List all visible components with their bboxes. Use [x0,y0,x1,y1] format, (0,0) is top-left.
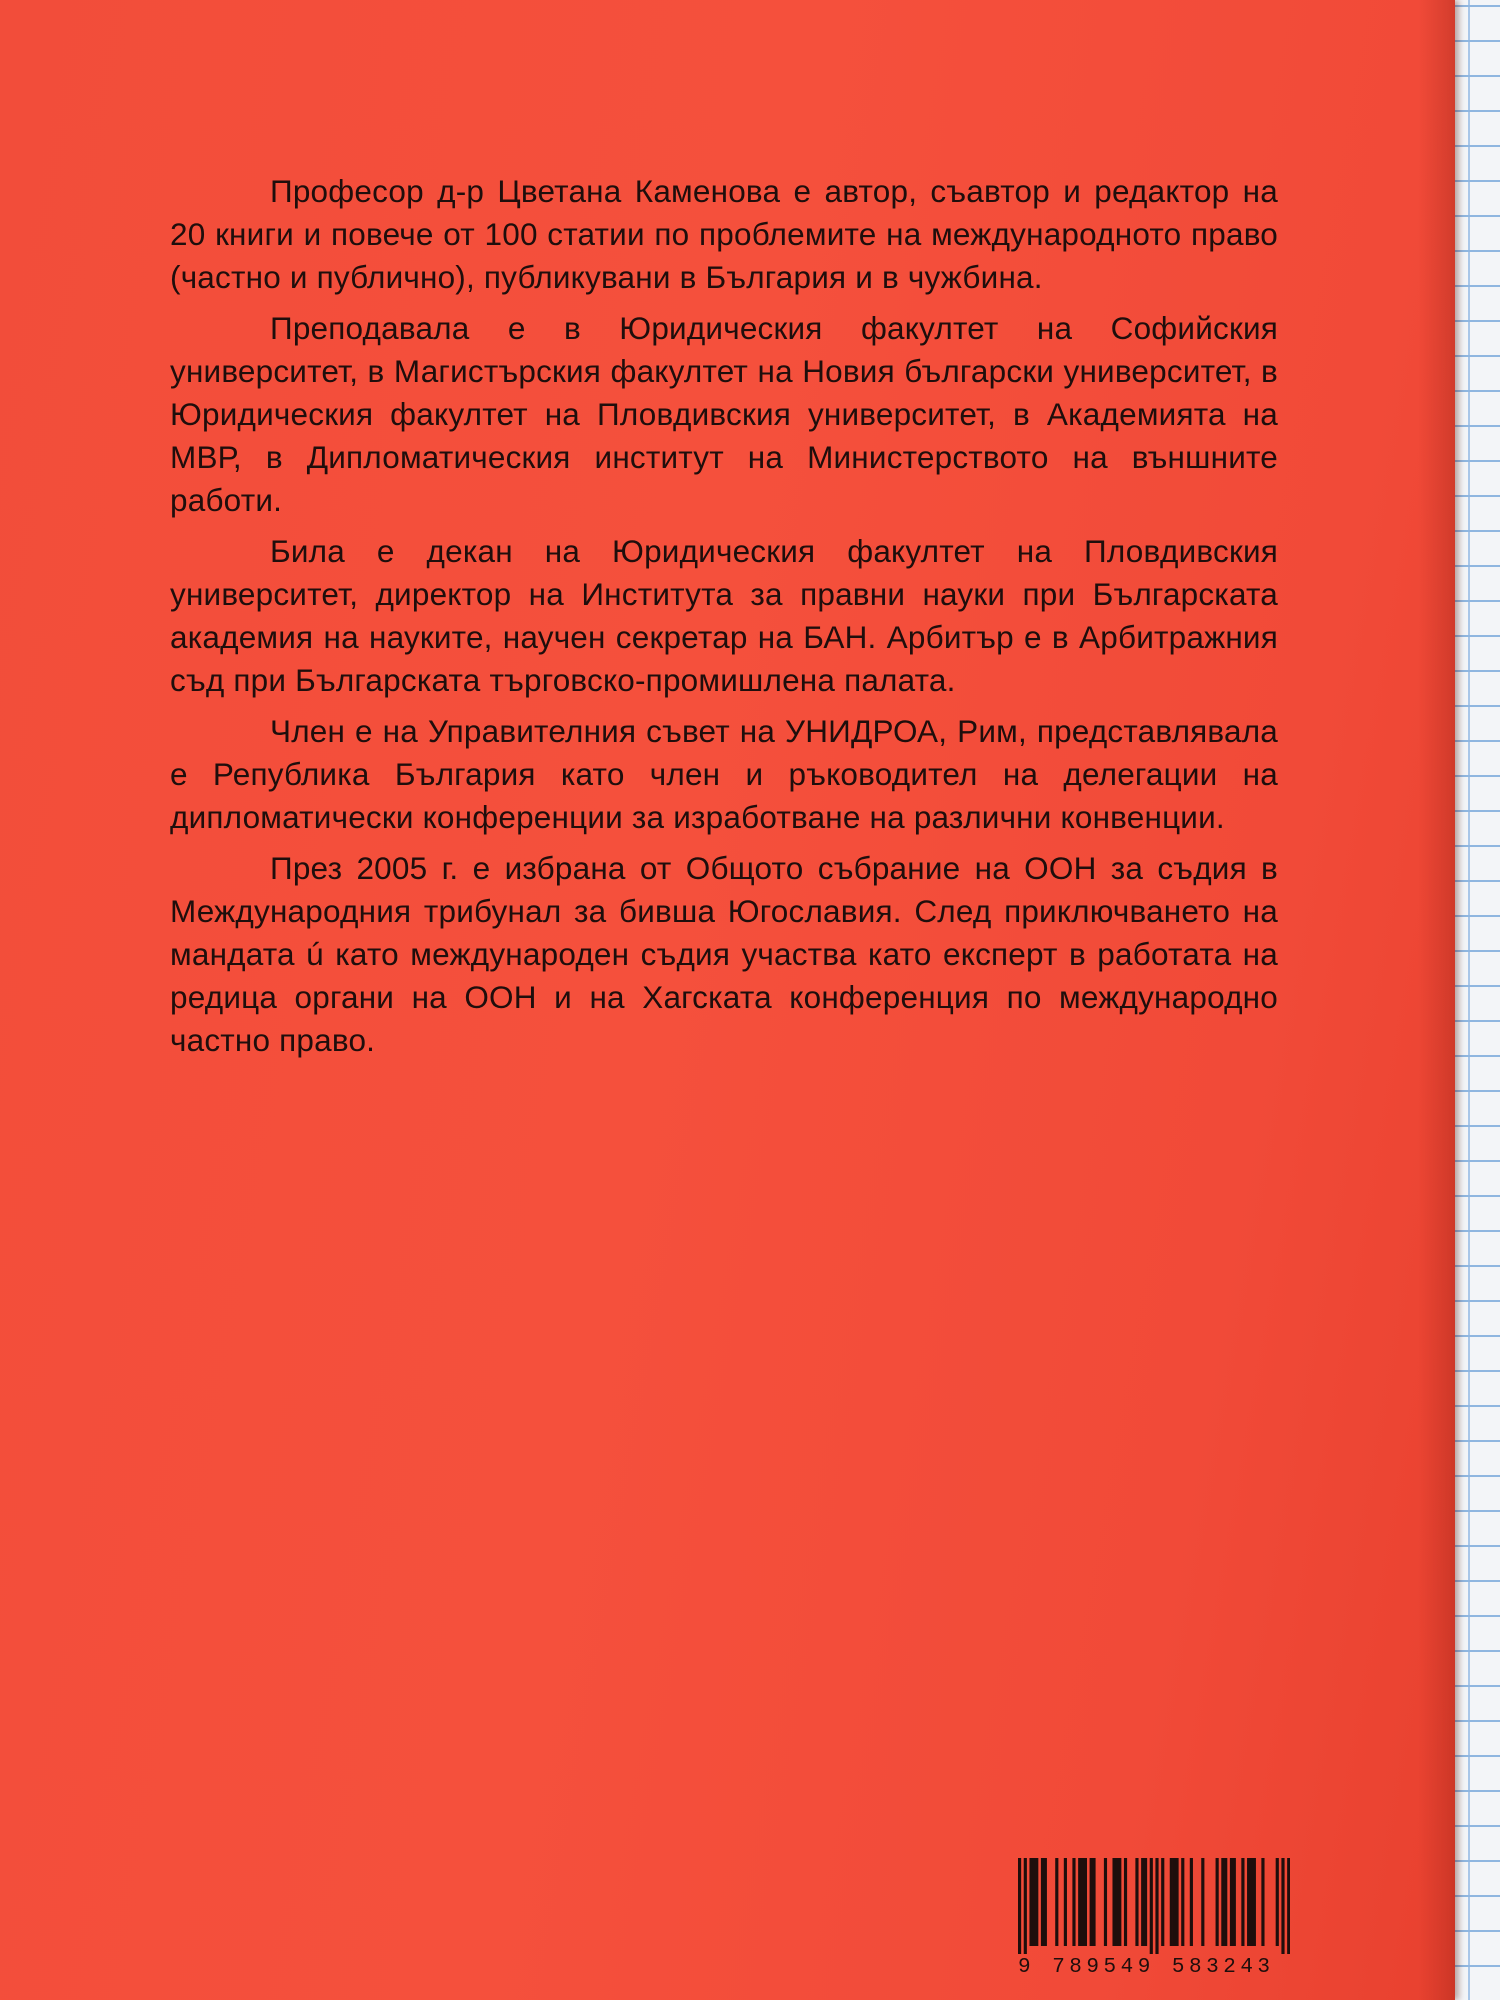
cover-edge-shadow [1418,0,1455,2000]
barcode-bar [1221,1858,1224,1946]
barcode-bar [1024,1858,1027,1954]
barcode-bar [1141,1858,1144,1946]
barcode-bar [1155,1858,1158,1954]
barcode-bar [1018,1858,1021,1954]
author-biography [170,170,1278,1070]
barcode-bar [1029,1858,1032,1946]
barcode-bar [1253,1858,1256,1946]
barcode-bars [1018,1858,1290,1954]
barcode-bar [1216,1858,1219,1946]
barcode-bar [1233,1858,1236,1946]
barcode-bar [1055,1858,1058,1946]
barcode-number: 9 789549 583243 [1018,1956,1275,1979]
barcode-bar [1276,1858,1279,1946]
barcode-bar [1173,1858,1176,1946]
barcode-bar [1124,1858,1127,1946]
barcode-bar [1104,1858,1107,1946]
bio-paragraph-2: Преподавала е в Юридическия факултет на Софийския университет, в Магистърския факултет на Новия български университет, в Юридическия факултет на Пловдивския университет, в Академията на МВР, в Дипломатическия институт на Министерството на външните работи. [170,310,1278,518]
isbn-barcode [1018,1858,1290,1982]
barcode-bar [1150,1858,1153,1954]
barcode-bar [1250,1858,1253,1946]
barcode-bar [1241,1858,1244,1946]
barcode-bar [1161,1858,1164,1946]
barcode-bar [1072,1858,1075,1946]
barcode-bar [1115,1858,1118,1946]
barcode-bar [1092,1858,1095,1946]
barcode-bar [1190,1858,1193,1946]
barcode-bar [1170,1858,1173,1946]
barcode-bar [1287,1858,1290,1954]
barcode-bar [1041,1858,1044,1946]
barcode-bar [1081,1858,1084,1946]
barcode-bar [1144,1858,1147,1946]
barcode-bar [1175,1858,1178,1946]
barcode-bar [1078,1858,1081,1946]
barcode-bar [1112,1858,1115,1946]
barcode-bar [1032,1858,1035,1946]
barcode-bar [1064,1858,1067,1946]
bio-paragraph-1: Професор д-р Цветана Каменова е автор, съавтор и редактор на 20 книги и повече от 100 статии по проблемите на международното право (частно и публично), публикувани в България и в чужбина. [170,173,1278,295]
barcode-bar [1090,1858,1093,1946]
barcode-bar [1201,1858,1204,1946]
barcode-bar [1044,1858,1047,1946]
bio-paragraph-4: Член е на Управителния съвет на УНИДРОА, Рим, представлявала е Република България като член и ръководител на делегации на дипломатически конференции за изработване на различни конвенции. [170,713,1278,835]
barcode-bar [1247,1858,1250,1946]
barcode-bar [1035,1858,1038,1946]
barcode-bar [1261,1858,1264,1946]
barcode-bar [1135,1858,1138,1946]
bio-paragraph-3: Била е декан на Юридическия факултет на Пловдивския университет, директор на Института за правни науки при Българската академия на науките, научен секретар на БАН. Арбитър е в Арбитражния съд при Българската търговско-промишлена палата. [170,533,1278,698]
barcode-bar [1224,1858,1227,1946]
barcode-bar [1084,1858,1087,1946]
barcode-bar [1230,1858,1233,1946]
barcode-bar [1118,1858,1121,1946]
bio-paragraph-5: През 2005 г. е избрана от Общото събрание на ООН за съдия в Международния трибунал за бивша Югославия. След приключването на мандата ú като международен съдия участва като експерт в работата на редица органи на ООН и на Хагската конференция по международно частно право. [170,850,1278,1058]
barcode-bar [1281,1858,1284,1954]
barcode-bar [1181,1858,1184,1946]
